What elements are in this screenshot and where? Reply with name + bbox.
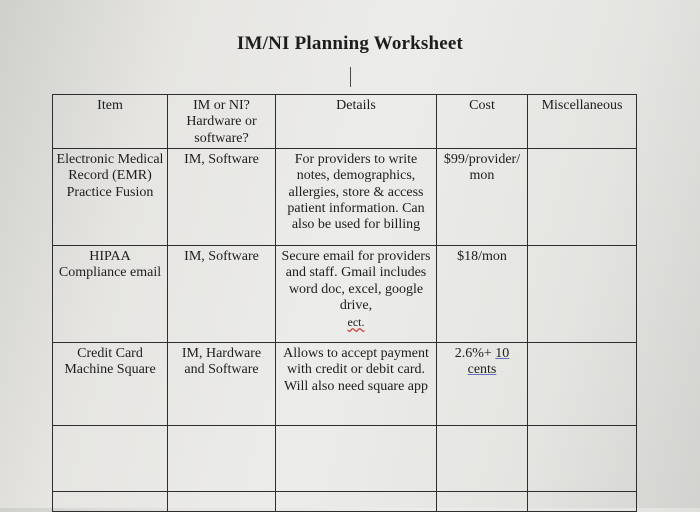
cost-text: 2.6%+ bbox=[454, 346, 492, 361]
cell-im-ni: IM, Hardware and Software bbox=[168, 343, 276, 426]
cell-cost: $99/provider/ mon bbox=[437, 149, 528, 246]
table-row bbox=[53, 343, 637, 426]
table-row-empty bbox=[53, 426, 637, 492]
cell-details bbox=[276, 246, 437, 343]
details-tail: ect. bbox=[347, 315, 365, 330]
cell-empty bbox=[168, 426, 276, 492]
text-cursor bbox=[350, 67, 351, 87]
worksheet-title: IM/NI Planning Worksheet bbox=[236, 33, 464, 54]
header-details: Details bbox=[276, 95, 437, 149]
header-misc: Miscellaneous bbox=[528, 95, 637, 149]
table-row bbox=[53, 149, 637, 246]
cell-empty bbox=[276, 492, 437, 512]
header-item: Item bbox=[53, 95, 168, 149]
cell-empty bbox=[528, 426, 637, 492]
details-text: Secure email for providers and staff. Gmail includes word doc, excel, google drive, bbox=[281, 249, 431, 313]
cell-details: Allows to accept payment with credit or debit card. Will also need square app bbox=[276, 343, 437, 426]
cost-tail: 10 cents bbox=[467, 346, 510, 378]
cell-im-ni: IM, Software bbox=[168, 246, 276, 343]
header-cost: Cost bbox=[437, 95, 528, 149]
cell-empty bbox=[276, 426, 437, 492]
cell-item: Credit Card Machine Square bbox=[53, 343, 168, 426]
table-row bbox=[53, 246, 637, 343]
cell-item: HIPAA Compliance email bbox=[53, 246, 168, 343]
cell-cost bbox=[437, 343, 528, 426]
cell-empty bbox=[53, 426, 168, 492]
cell-item: Electronic Medical Record (EMR) Practice Fusion bbox=[53, 149, 168, 246]
cell-empty bbox=[437, 426, 528, 492]
table-row-empty bbox=[53, 492, 637, 512]
cell-misc bbox=[528, 343, 637, 426]
cell-empty bbox=[53, 492, 168, 512]
cell-empty bbox=[437, 492, 528, 512]
cell-im-ni: IM, Software bbox=[168, 149, 276, 246]
cell-empty bbox=[528, 492, 637, 512]
cell-details: For providers to write notes, demographics, allergies, store & access patient information. Can also be used for billing bbox=[276, 149, 437, 246]
cell-cost: $18/mon bbox=[437, 246, 528, 343]
planning-table bbox=[52, 94, 637, 512]
header-im-ni: IM or NI? Hardware or software? bbox=[168, 95, 276, 149]
cell-empty bbox=[168, 492, 276, 512]
cell-misc bbox=[528, 246, 637, 343]
header-row bbox=[53, 95, 637, 149]
cell-misc bbox=[528, 149, 637, 246]
